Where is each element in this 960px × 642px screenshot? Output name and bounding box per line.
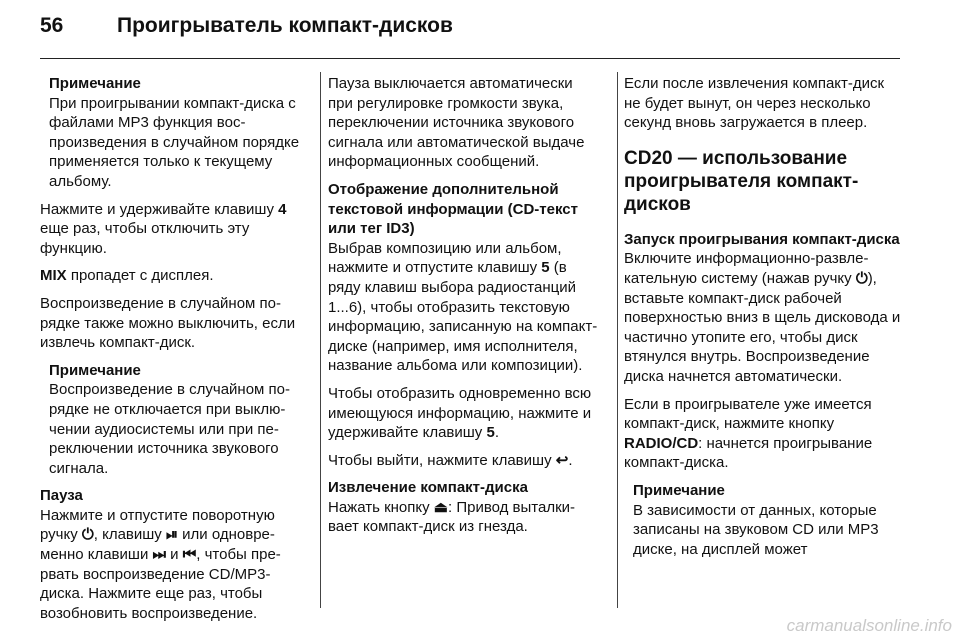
note-title: Примечание (49, 75, 141, 92)
start-playback-section: Запуск проигрывания компакт-диска Включите информационно-развлекательную систему (нажав ручку ⏻), вставьте компакт-диск рабочей поверхностью вниз в щель дисковода и частично утопите его, чтобы диск втянулся внутрь. Воспроизведение диска начнется автоматически. (624, 230, 901, 385)
paragraph: Если в проигрывателе уже имеется компакт-диск, нажмите кнопку RADIO/CD: начнется проигрывание компакт-диска. (624, 395, 873, 472)
section-title: Запуск проигрывания компакт-диска (624, 230, 900, 248)
next-track-icon: ⏭ (152, 546, 167, 564)
section-heading: CD20 — использование проигрывателя компакт-дисков (624, 147, 859, 215)
text-info-section: Отображение дополнительной текстовой информации (CD-текст или тег ID3) Выбрав композицию или альбом, нажмите и отпустите клавишу 5 (в ряду клавиш выбора радиостанций 1...6), чтобы отобразить текстовую информацию, записанную на компакт-диске (например, имя исполнителя, название альбома или композиции). (328, 180, 600, 376)
page-title: Проигрыватель компакт-дисков (117, 14, 453, 37)
paragraph: Нажмите и удерживайте клавишу 4 еще раз, чтобы отключить эту функцию. (40, 200, 287, 257)
column-divider (320, 72, 321, 608)
key-label: 5 (541, 259, 550, 277)
paragraph: Пауза выключается автоматически при регулировке громкости звука, переключении источника звукового сигнала или автоматической выдаче информационных сообщений. (328, 75, 585, 171)
watermark: carmanualsonline.info (786, 616, 952, 635)
key-label: 5 (486, 424, 495, 442)
header-divider (40, 58, 900, 59)
key-label: MIX (40, 267, 67, 285)
note-title: Примечание (633, 481, 725, 499)
eject-icon: ⏏ (433, 498, 448, 516)
note-title: Примечание (49, 361, 141, 379)
note-text: В зависимости от данных, которые записаны на звуковом CD или MP3 диске, на дисплей может (633, 501, 879, 558)
column-2 (328, 74, 600, 545)
power-icon: ⏻ (81, 526, 94, 544)
column-3 (624, 74, 902, 567)
note-block (49, 74, 306, 192)
key-label: 4 (278, 200, 287, 218)
prev-track-icon: ⏮ (182, 546, 197, 564)
section-title: Пауза (40, 487, 83, 505)
column-divider (617, 72, 618, 608)
play-pause-icon: ⏯ (165, 526, 178, 544)
back-icon: ↩ (555, 451, 569, 469)
page-header (0, 0, 960, 56)
section-title: Отображение дополнительной текстовой информации (CD-текст или тег ID3) (328, 180, 578, 238)
note-text: Воспроизведение в случайном порядке не отключается при выключении аудиосистемы или при переключении источника звукового сигнала. (49, 381, 290, 477)
power-icon: ⏻ (855, 269, 868, 287)
paragraph: Если после извлечения компакт-диск не будет вынут, он через несколько секунд вновь загружается в плеер. (624, 75, 885, 132)
section-title: Извлечение компакт-диска (328, 479, 528, 497)
paragraph: Чтобы отобразить одновременно всю имеющуюся информацию, нажмите и удерживайте клавишу 5. (328, 384, 592, 442)
note-block (49, 361, 306, 479)
paragraph: MIX пропадет с дисплея. (40, 267, 214, 285)
note-text: При проигрывании компакт-диска с файлами MP3 функция воспроизведения в случайном порядке применяется только к текущему альбому. (49, 94, 300, 190)
eject-section: Извлечение компакт-диска Нажать кнопку ⏏: Привод выталкивает компакт-диск из гнезда. (328, 478, 600, 537)
column-1 (40, 74, 306, 631)
paragraph: Чтобы выйти, нажмите клавишу ↩. (328, 451, 573, 469)
page-number: 56 (40, 14, 64, 37)
note-block (633, 481, 902, 559)
paragraph: Воспроизведение в случайном порядке также можно выключить, если извлечь компакт-диск. (40, 294, 296, 352)
key-label: RADIO/CD (624, 434, 699, 452)
pause-section: Пауза Нажмите и отпустите поворотную ручку ⏻, клавишу ⏯ или одновременно клавиши ⏭ и ⏮, чтобы прервать воспроизведение CD/MP3-диска. Нажмите еще раз, чтобы возобновить воспроизведение. (40, 486, 306, 623)
